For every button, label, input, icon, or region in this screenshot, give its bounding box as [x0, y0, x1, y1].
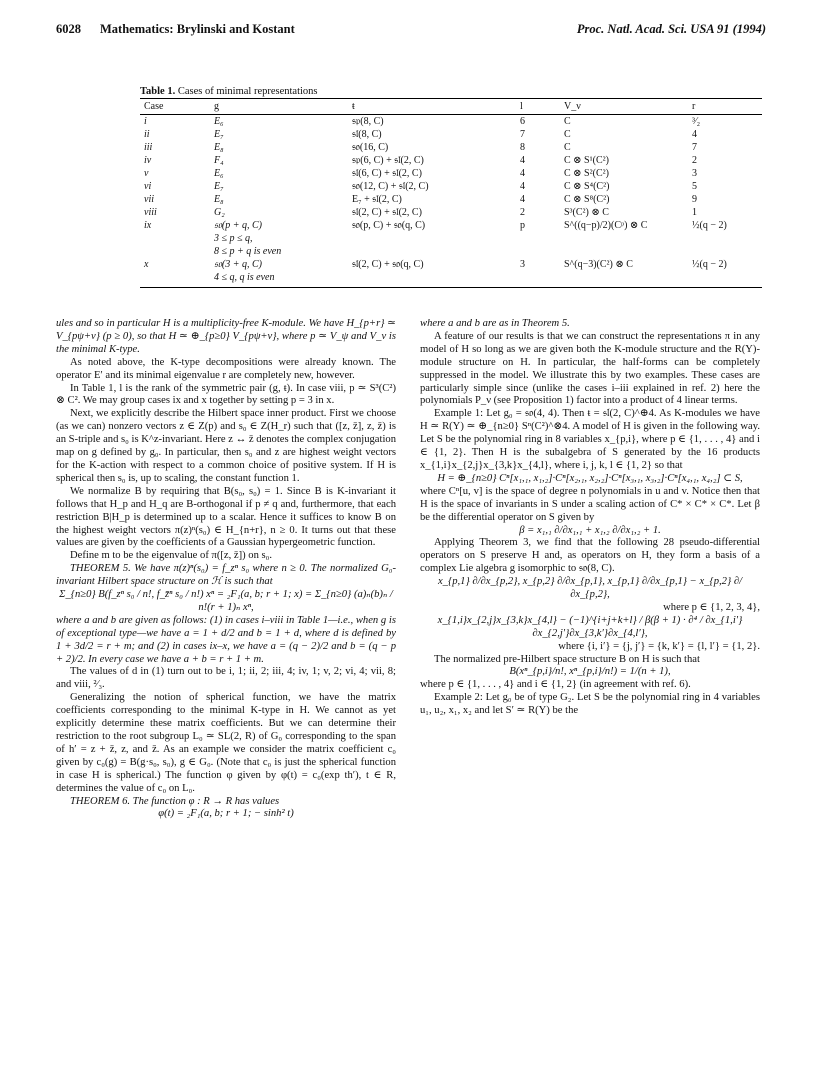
paragraph: Generalizing the notion of spherical function, we have the matrix coefficients corresponding to the minimal K-type in H. We cannot as yet explicitly determine these matrix coefficients. But we can determine their restriction to the root subgroup L₀ ≃ SL(2, R) of G₀ corresponding to the span of h′ = z + z̄, z, and z̄. As an example we consider the matrix coefficient c₀ given by c₀(g) = B(g·s₀, s₀), g ∈ G₀. (Note that c₀ is just the spherical function in case H is spherical.) The function φ given by φ(t) = c₀(exp th′), t ∈ R, determines the value of c₀ on L₀.: [56, 692, 396, 794]
table-row: [140, 180, 762, 193]
cell-k: 𝔰𝔬(12, C) + 𝔰𝔩(2, C): [352, 181, 429, 192]
table-row: [140, 271, 762, 288]
paragraph: The values of d in (1) turn out to be i, 1; ii, 2; iii, 4; iv, 1; v, 2; vi, 4; vii, 8; and viii, ²⁄₃.: [56, 666, 396, 691]
cell-v: C ⊗ S¹(C²): [564, 155, 609, 166]
cell-k: 𝔰𝔩(6, C) + 𝔰𝔩(2, C): [352, 168, 422, 179]
cell-k: [348, 232, 516, 245]
minimal-representations-table: [140, 98, 762, 288]
table-row: [140, 154, 762, 167]
cell-case: vii: [144, 194, 154, 205]
table-row: [140, 128, 762, 141]
cell-l: 3: [520, 259, 525, 270]
paragraph: where p ∈ {1, . . . , 4} and i ∈ {1, 2} (in agreement with ref. 6).: [420, 679, 691, 691]
paragraph: Applying Theorem 3, we find that the following 28 pseudo-differential operators on S preserve H and, as operators on H, they form a basis of a complex Lie algebra g isomorphic to 𝔰𝔬(8, C).: [420, 537, 760, 575]
cell-case: viii: [144, 207, 157, 218]
cell-g: F₄: [214, 155, 224, 166]
col-header-v: V_ν: [560, 99, 688, 115]
cell-case: v: [144, 168, 149, 179]
paragraph: where Cⁿ[u, v] is the space of degree n polynomials in u and v. Notice then that H is the space of invariants in S under a scaling action of C* × C* × C*. Let β be the differential operator on S given by: [420, 485, 760, 523]
cell-g: 4 ≤ q, q is even: [210, 271, 348, 288]
equation: Σ_{n≥0} B(f_zⁿ s₀ / n!, f_z̄ⁿ s₀ / n!) xⁿ = ₂F₁(a, b; r + 1; x) = Σ_{n≥0} (a)ₙ(b)ₙ / n!(r + 1)ₙ xⁿ,: [59, 589, 393, 613]
cell-k: 𝔰𝔩(2, C) + 𝔰𝔬(q, C): [352, 259, 424, 270]
paragraph: where a and b are given as follows: (1) in cases i–viii in Table 1—i.e., when g is of exceptional type—we have a = 1 + d/2 and b = 1 + d, where d is defined by 1 + 3d/2 = r + m; and (2) in cases ix–x, we have a = (q − 2)/2 and b = (q − p + 2)/2. In every case we have a + b = r + 1 + m.: [56, 614, 396, 665]
cell-k: 𝔰𝔬(16, C): [352, 142, 389, 153]
paragraph: As noted above, the K-type decompositions were already known. The operator E′ and its minimal eigenvalue r are completely new, however.: [56, 356, 396, 381]
paragraph: We normalize B by requiring that B(s₀, s₀) = 1. Since B is K-invariant it follows that H_p and H_q are B-orthogonal if p ≠ q and, furthermore, that each restriction B|H_p is determined up to a scalar. Hence it suffices to know B on the highest weight vectors π(z)ⁿ(s₀) ∈ H_{n+r}, n ≥ 0. It turns out that these values are given by the coefficients of a Gaussian hypergeometric function.: [56, 485, 396, 549]
table-row: [140, 245, 762, 258]
cell-v: [560, 232, 688, 245]
cell-g: 𝔰𝔬(p + q, C): [214, 220, 262, 231]
paragraph: A feature of our results is that we can construct the representations π in any model of H so long as we are given both the K-module structure and the R(Y)-module structure on H. In particular, the half-forms can be completely suppressed in the model. We illustrate this by two examples. These cases are particularly simple since (unlike the cases i–iii explained in ref. 2) here the polynomials P_ν (see Proposition 1) factor into a product of 4 linear terms.: [420, 330, 760, 407]
equation: x_{1,i}x_{2,j}x_{3,k}x_{4,l} − (−1)^{i+j+k+l} / β(β + 1) · ∂⁴ / ∂x_{1,i′}∂x_{2,j′}∂x_{3,k′}∂x_{4,l′},: [437, 614, 743, 639]
cell-k: [348, 245, 516, 258]
cell-g: E₇: [214, 129, 224, 140]
cell-v: C ⊗ S⁴(C²): [564, 181, 610, 192]
cell-v: [560, 271, 688, 288]
cell-r: 3: [692, 168, 697, 179]
cell-r: ½(q − 2): [692, 220, 727, 231]
cell-g: E₆: [214, 116, 224, 127]
right-column: [420, 318, 760, 718]
theorem-6: THEOREM 6. The function φ : R → R has values: [70, 795, 280, 807]
cell-case: ii: [144, 129, 150, 140]
journal-citation: Proc. Natl. Acad. Sci. USA 91 (1994): [576, 22, 766, 36]
cell-g: E₆: [214, 168, 224, 179]
cell-case: iii: [144, 142, 153, 153]
cell-l: 2: [520, 207, 525, 218]
cell-k: 𝔰𝔭(8, C): [352, 116, 384, 127]
cell-case: i: [144, 116, 147, 127]
col-header-case: Case: [140, 99, 210, 115]
col-header-l: l: [516, 99, 560, 115]
equation-condition: where {i, i′} = {j, j′} = {k, k′} = {l, l′} = {1, 2}.: [558, 640, 760, 652]
cell-g: E₇: [214, 181, 224, 192]
cell-g: E₈: [214, 142, 224, 153]
cell-l: 8: [520, 142, 525, 153]
table-row: [140, 167, 762, 180]
cell-case: [140, 271, 210, 288]
table-row: [140, 141, 762, 154]
example-1: Example 1: Let g₀ = 𝔰𝔬(4, 4). Then ŧ = 𝔰𝔩(2, C)^⊕4. As K-modules we have H ≃ R(Y) ≃ ⊕_{n≥0} Sⁿ(C²)^⊗4. A model of H is given in the following way. Let S be the polynomial ring in 8 variables x_{p,i}, where p ∈ {1, . . . , 4} and i ∈ {1, 2}. Then H is the subalgebra of S generated by the 16 products x_{1,i}x_{2,j}x_{3,k}x_{4,l}, where i, j, k, l ∈ {1, 2} so that: [420, 408, 760, 471]
cell-k: [348, 271, 516, 288]
cell-k: 𝔰𝔭(6, C) + 𝔰𝔩(2, C): [352, 155, 424, 166]
cell-case: [140, 232, 210, 245]
col-header-k: ŧ: [348, 99, 516, 115]
cell-v: S^(q−3)(C²) ⊗ C: [564, 259, 633, 270]
cell-l: [516, 245, 560, 258]
cell-k: 𝔰𝔩(2, C) + 𝔰𝔩(2, C): [352, 207, 422, 218]
cell-l: 7: [520, 129, 525, 140]
cell-v: C ⊗ S²(C²): [564, 168, 609, 179]
table-row: [140, 206, 762, 219]
paragraph: Next, we explicitly describe the Hilbert space inner product. First we choose (as we can) nonzero vectors z ∈ Z(p) and s₀ ∈ Z(H_r) such that ([z, z̄], z, z̄) is an S-triple and s₀ is K^z-invariant. Here z ↔ z̄ denotes the complex conjugation map on g defined by g₀. In particular, then s₀ and z are highest weight vectors for the K-action with respect to a common choice of positive system. If H is spherical then s₀ is, up to scaling, the constant function 1.: [56, 408, 396, 484]
cell-case: x: [144, 259, 149, 270]
equation: B(xⁿ_{p,i}/n!, xⁿ_{p,i}/n!) = 1/(n + 1),: [509, 666, 671, 678]
paragraph: The normalized pre-Hilbert space structure B on H is such that: [434, 653, 700, 665]
cell-l: 4: [520, 155, 525, 166]
cell-case: [140, 245, 210, 258]
equation-condition: where p ∈ {1, 2, 3, 4},: [663, 601, 760, 613]
cell-g: G₂: [214, 207, 225, 218]
cell-v: C: [564, 116, 571, 127]
paragraph: In Table 1, l is the rank of the symmetric pair (g, ŧ). In case viii, p ≃ S³(C²) ⊗ C². We may group cases ix and x together by setting p = 3 in x.: [56, 382, 396, 407]
cell-g: 3 ≤ p ≤ q,: [214, 233, 253, 244]
cell-r: 9: [692, 194, 697, 205]
equation: x_{p,1} ∂/∂x_{p,2}, x_{p,2} ∂/∂x_{p,1}, x_{p,1} ∂/∂x_{p,1} − x_{p,2} ∂/∂x_{p,2},: [437, 576, 743, 601]
cell-k: E₇ + 𝔰𝔩(2, C): [352, 194, 402, 205]
page-number: 6028: [56, 22, 81, 36]
cell-r: [688, 271, 762, 288]
cell-l: p: [520, 220, 525, 231]
cell-r: 2: [692, 155, 697, 166]
cell-r: 4: [692, 129, 697, 140]
table-row: [140, 115, 762, 129]
cell-g: E₈: [214, 194, 224, 205]
cell-r: [688, 232, 762, 245]
cell-l: [516, 271, 560, 288]
table-row: [140, 193, 762, 206]
table-header-row: [140, 99, 762, 115]
cell-case: ix: [144, 220, 152, 231]
cell-g: 8 ≤ p + q is even: [214, 246, 282, 257]
cell-v: S³(C²) ⊗ C: [564, 207, 609, 218]
cell-g: 𝔰𝔬(3 + q, C): [214, 259, 262, 270]
cell-l: 4: [520, 181, 525, 192]
cell-v: S^((q−p)/2)(Cᵖ) ⊗ C: [564, 220, 648, 231]
theorem-5: THEOREM 5. We have π(z)ⁿ(s₀) = f_zⁿ s₀ where n ≥ 0. The normalized G₀-invariant Hilbert space structure on ℋ is such that: [56, 563, 396, 588]
cell-r: 7: [692, 142, 697, 153]
table-caption-label: Table 1.: [140, 86, 176, 97]
equation: φ(t) = ₂F₁(a, b; r + 1; − sinh² t): [158, 808, 294, 820]
table-row: [140, 258, 762, 271]
col-header-r: r: [688, 99, 762, 115]
cell-r: [688, 245, 762, 258]
cell-l: 4: [520, 194, 525, 205]
cell-v: C: [564, 142, 571, 153]
col-header-g: g: [210, 99, 348, 115]
equation: β = x₁,₁ ∂/∂x₁,₁ + x₁,₂ ∂/∂x₁,₂ + 1.: [519, 524, 661, 536]
cell-r: ½(q − 2): [692, 259, 727, 270]
equation: H = ⊕_{n≥0} Cⁿ[x₁,₁, x₁,₂]·Cⁿ[x₂,₁, x₂,₂]·Cⁿ[x₃,₁, x₃,₂]·Cⁿ[x₄,₁, x₄,₂] ⊂ S,: [437, 472, 743, 484]
cell-k: 𝔰𝔩(8, C): [352, 129, 382, 140]
left-column: [56, 318, 396, 821]
paragraph: Define m to be the eigenvalue of π([z, z̄]) on s₀.: [70, 550, 273, 562]
paragraph: ules and so in particular H is a multiplicity-free K-module. We have H_{p+r} ≃ V_{pψ+ν} (p ≥ 0), so that H ≃ ⊕_{p≥0} V_{pψ+ν}, where p ≃ V_ψ and V_ν is the minimal K-type.: [56, 318, 396, 355]
table-caption-text: Cases of minimal representations: [177, 86, 318, 97]
cell-l: [516, 232, 560, 245]
running-title: Mathematics: Brylinski and Kostant: [100, 22, 295, 36]
cell-v: C: [564, 129, 571, 140]
cell-r: ³⁄₂: [692, 116, 701, 127]
cell-r: 5: [692, 181, 697, 192]
table-row: [140, 219, 762, 232]
cell-v: [560, 245, 688, 258]
example-2: Example 2: Let g₀ be of type G₂. Let S be the polynomial ring in 4 variables u₁, u₂, x₁, x₂ and let S′ ≃ R(Y) be the: [420, 692, 760, 717]
cell-k: 𝔰𝔬(p, C) + 𝔰𝔬(q, C): [352, 220, 426, 231]
cell-l: 4: [520, 168, 525, 179]
paragraph: where a and b are as in Theorem 5.: [420, 318, 570, 329]
table-row: [140, 232, 762, 245]
cell-case: vi: [144, 181, 152, 192]
cell-l: 6: [520, 116, 525, 127]
cell-v: C ⊗ S⁸(C²): [564, 194, 610, 205]
cell-case: iv: [144, 155, 152, 166]
table-caption: [140, 86, 318, 97]
cell-r: 1: [692, 207, 697, 218]
